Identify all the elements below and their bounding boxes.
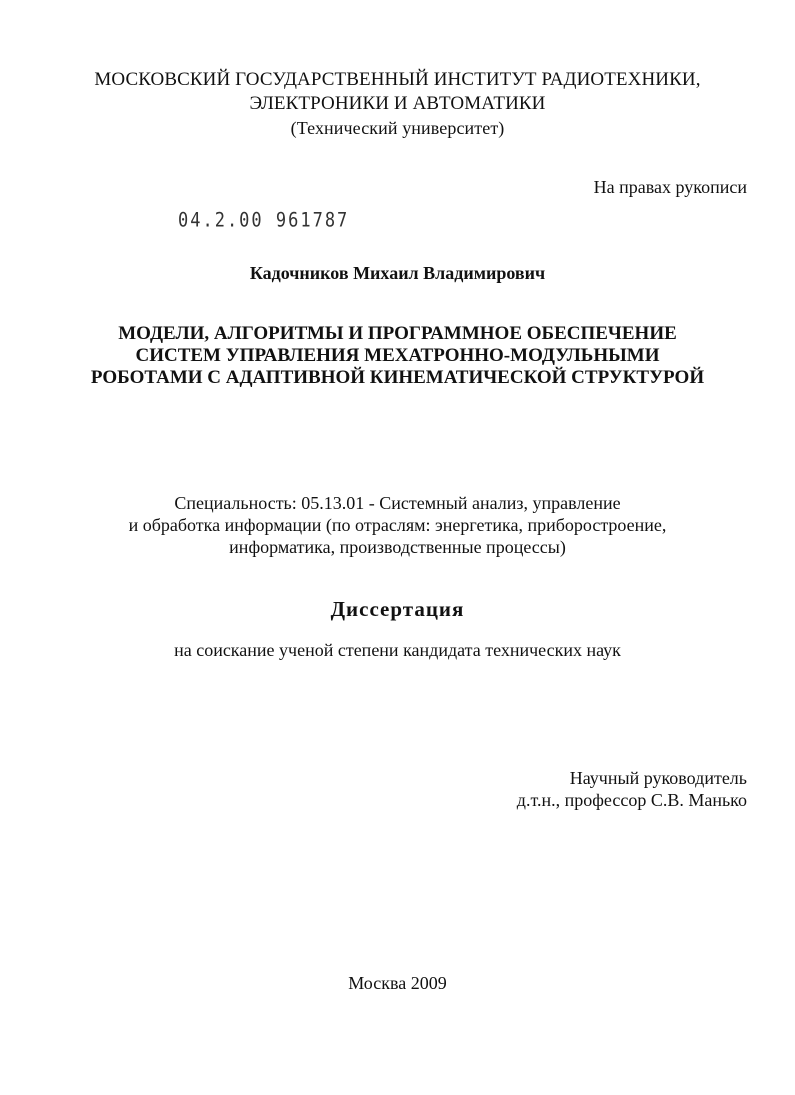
specialty-line-1: Специальность: 05.13.01 - Системный анализ, управление (174, 493, 621, 513)
institution-line-3: (Технический университет) (290, 118, 505, 138)
manuscript-note: На правах рукописи (593, 177, 747, 197)
institution-line-2: ЭЛЕКТРОНИКИ И АВТОМАТИКИ (249, 93, 546, 114)
specialty-line-3: информатика, производственные процессы) (229, 537, 566, 557)
institution-line-1: МОСКОВСКИЙ ГОСУДАРСТВЕННЫЙ ИНСТИТУТ РАДИОТЕХНИКИ, (94, 69, 701, 90)
specialty-line-2: и обработка информации (по отраслям: энергетика, приборостроение, (128, 515, 667, 535)
supervisor-name: д.т.н., профессор С.В. Манько (516, 790, 747, 810)
document-type-heading: Диссертация (330, 597, 465, 621)
supervisor-label: Научный руководитель (569, 768, 747, 788)
title-line-1: МОДЕЛИ, АЛГОРИТМЫ И ПРОГРАММНОЕ ОБЕСПЕЧЕНИЕ (118, 323, 677, 344)
registration-stamp-number: 04.2.00 961787 (178, 209, 350, 232)
title-line-2: СИСТЕМ УПРАВЛЕНИЯ МЕХАТРОННО-МОДУЛЬНЫМИ (135, 345, 660, 366)
title-line-3: РОБОТАМИ С АДАПТИВНОЙ КИНЕМАТИЧЕСКОЙ СТРУКТУРОЙ (90, 367, 705, 388)
degree-line: на соискание ученой степени кандидата технических наук (174, 640, 621, 660)
author-name: Кадочников Михаил Владимирович (249, 263, 546, 283)
city-year: Москва 2009 (348, 973, 447, 993)
